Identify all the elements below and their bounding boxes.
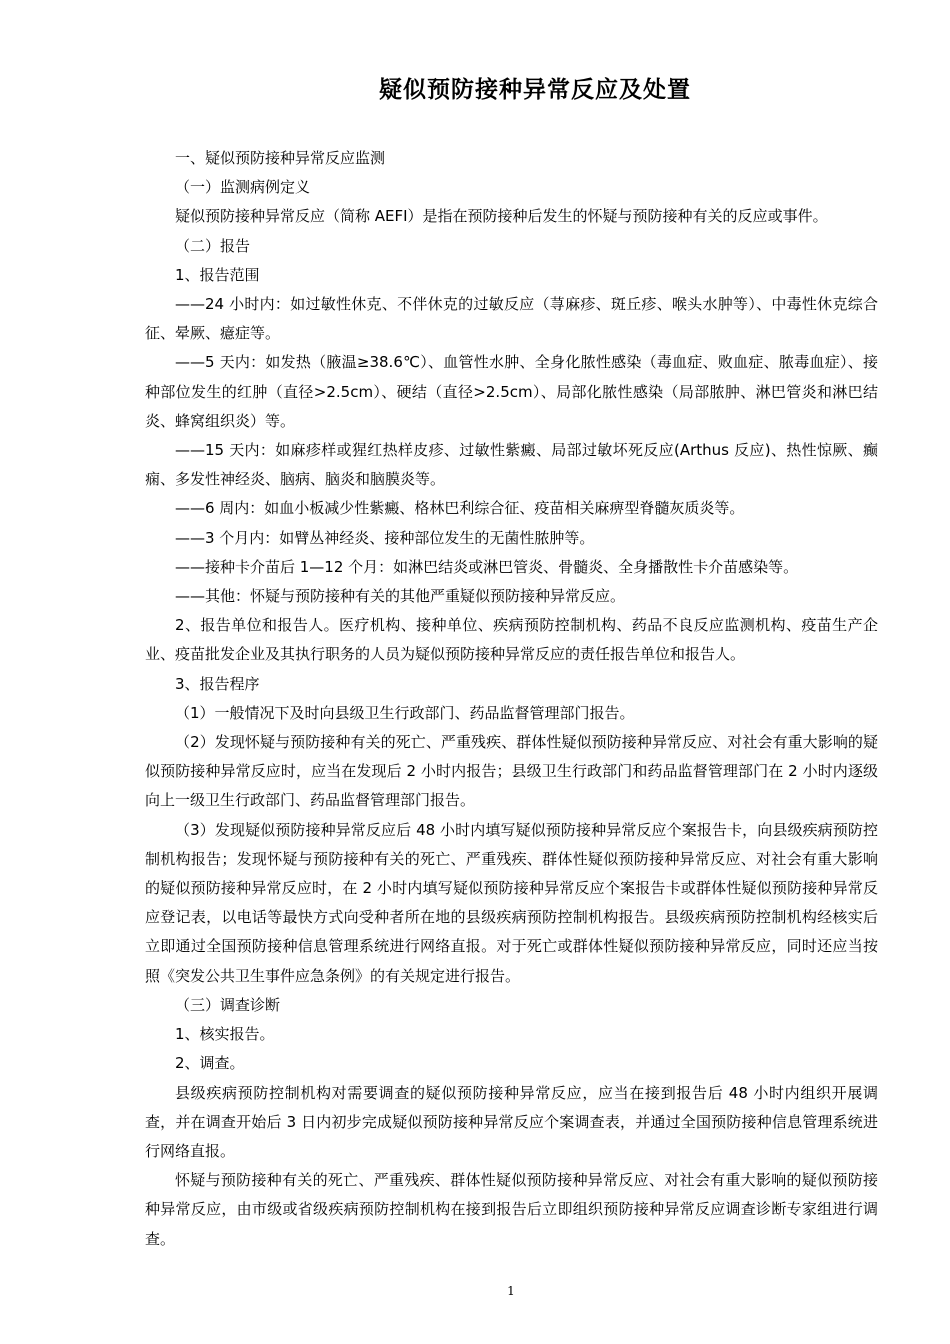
- list-item-6-weeks: ——6 周内：如血小板减少性紫癜、格林巴利综合征、疫苗相关麻痹型脊髓灰质炎等。: [175, 499, 745, 518]
- item-heading-report-scope: 1、报告范围: [175, 265, 260, 284]
- list-item-bcg: ——接种卡介苗后 1—12 个月：如淋巴结炎或淋巴管炎、骨髓炎、全身播散性卡介苗感染等。: [175, 557, 799, 576]
- paragraph-aefi-definition: 疑似预防接种异常反应（简称 AEFI）是指在预防接种后发生的怀疑与预防接种有关的反应或事件。: [175, 207, 828, 226]
- paragraph-procedure-2: （2）发现怀疑与预防接种有关的死亡、严重残疾、群体性疑似预防接种异常反应、对社会有重大影响的疑似预防接种异常反应时，应当在发现后 2 小时内报告；县级卫生行政部门和药品监督管理部门在 2 小时内逐级向上一级卫生行政部门、药品监督管理部门报告。: [145, 733, 878, 810]
- list-item-other: ——其他：怀疑与预防接种有关的其他严重疑似预防接种异常反应。: [175, 587, 626, 606]
- list-item-24-hours: ——24 小时内：如过敏性休克、不伴休克的过敏反应（荨麻疹、斑丘疹、喉头水肿等）、中毒性休克综合征、晕厥、癔症等。: [145, 295, 878, 343]
- item-heading-investigation: 2、调查。: [175, 1054, 245, 1073]
- subsection-heading-report: （二）报告: [175, 236, 251, 255]
- list-item-15-days: ——15 天内：如麻疹样或猩红热样皮疹、过敏性紫癜、局部过敏坏死反应(Arthus 反应)、热性惊厥、癫痫、多发性神经炎、脑病、脑炎和脑膜炎等。: [145, 441, 878, 489]
- page-number: 1: [507, 1284, 515, 1298]
- paragraph-procedure-3: （3）发现疑似预防接种异常反应后 48 小时内填写疑似预防接种异常反应个案报告卡，向县级疾病预防控制机构报告；发现怀疑与预防接种有关的死亡、严重残疾、群体性疑似预防接种异常反应、对社会有重大影响的疑似预防接种异常反应时，在 2 小时内填写疑似预防接种异常反应个案报告卡或群体性疑似预防接种异常反应登记表，以电话等最快方式向受种者所在地的县级疾病预防控制机构报告。县级疾病预防控制机构经核实后立即通过全国预防接种信息管理系统进行网络直报。对于死亡或群体性疑似预防接种异常反应，同时还应当按照《突发公共卫生事件应急条例》的有关规定进行报告。: [145, 820, 878, 985]
- paragraph-expert-investigation: 怀疑与预防接种有关的死亡、严重残疾、群体性疑似预防接种异常反应、对社会有重大影响的疑似预防接种异常反应，由市级或省级疾病预防控制机构在接到报告后立即组织预防接种异常反应调查诊断专家组进行调查。: [145, 1171, 878, 1248]
- subsection-heading-investigation: （三）调查诊断: [175, 995, 281, 1014]
- item-heading-verify-report: 1、核实报告。: [175, 1025, 275, 1044]
- paragraph-procedure-1: （1）一般情况下及时向县级卫生行政部门、药品监督管理部门报告。: [175, 703, 635, 722]
- page-title: 疑似预防接种异常反应及处置: [379, 77, 691, 103]
- subsection-heading-case-definition: （一）监测病例定义: [175, 178, 311, 197]
- list-item-5-days: ——5 天内：如发热（腋温≥38.6℃）、血管性水肿、全身化脓性感染（毒血症、败血症、脓毒血症）、接种部位发生的红肿（直径>2.5cm）、硬结（直径>2.5cm）、局部化脓性感染（局部脓肿、淋巴管炎和淋巴结炎、蜂窝组织炎）等。: [145, 353, 878, 430]
- paragraph-reporting-units: 2、报告单位和报告人。医疗机构、接种单位、疾病预防控制机构、药品不良反应监测机构、疫苗生产企业、疫苗批发企业及其执行职务的人员为疑似预防接种异常反应的责任报告单位和报告人。: [145, 616, 878, 664]
- paragraph-county-investigation: 县级疾病预防控制机构对需要调查的疑似预防接种异常反应，应当在接到报告后 48 小时内组织开展调查，并在调查开始后 3 日内初步完成疑似预防接种异常反应个案调查表，并通过全国预防接种信息管理系统进行网络直报。: [145, 1083, 878, 1160]
- section-heading-monitoring: 一、疑似预防接种异常反应监测: [175, 149, 386, 167]
- item-heading-report-procedure: 3、报告程序: [175, 674, 260, 693]
- list-item-3-months: ——3 个月内：如臂丛神经炎、接种部位发生的无菌性脓肿等。: [175, 528, 595, 547]
- document-body: [145, 144, 878, 1254]
